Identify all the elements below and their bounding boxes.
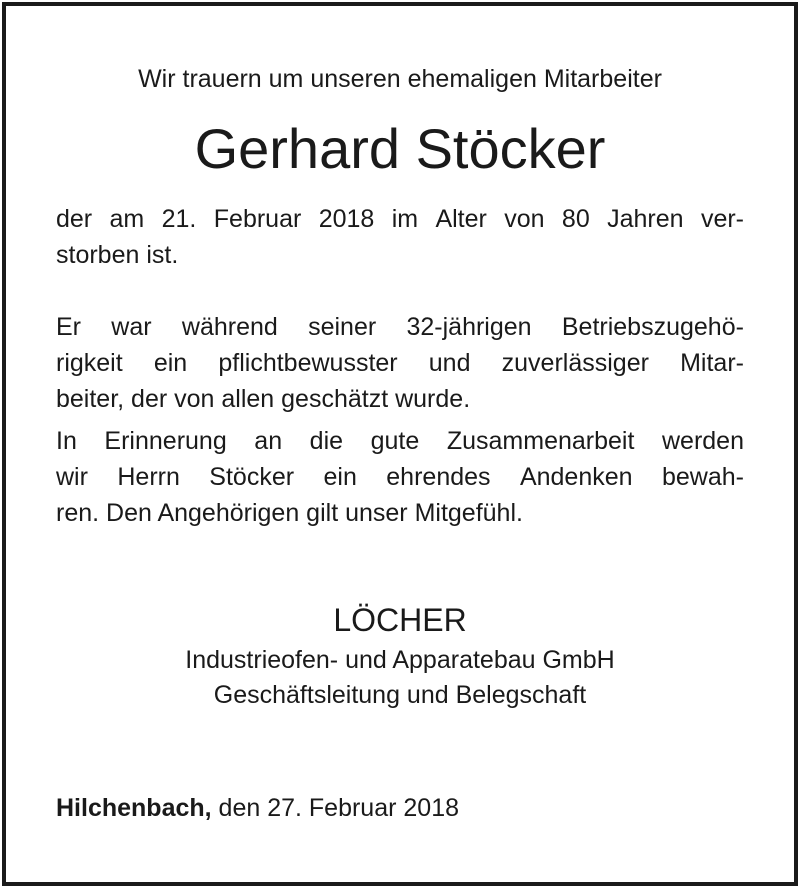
paragraph-remembrance <box>56 423 744 531</box>
word: von <box>504 205 545 233</box>
word: rigkeit <box>56 349 123 377</box>
word: ein <box>323 463 357 491</box>
word: Alter <box>435 205 487 233</box>
word: Stöcker <box>209 463 295 491</box>
word: Er <box>56 313 81 341</box>
word: Februar <box>213 205 302 233</box>
paragraph-line: beiter, der von allen geschätzt wurde. <box>56 385 471 413</box>
word: Jahren <box>607 205 684 233</box>
paragraph-death-notice <box>56 201 744 273</box>
word: im <box>391 205 419 233</box>
word: Zusammenarbeit <box>446 427 635 455</box>
word: ehrendes <box>386 463 491 491</box>
word: wir <box>56 463 88 491</box>
word: 21. <box>161 205 197 233</box>
paragraph-line <box>56 423 744 459</box>
company-signatories: Geschäftsleitung und Belegschaft <box>213 681 587 709</box>
word: und <box>428 349 471 377</box>
paragraph-line: storben ist. <box>56 241 179 269</box>
paragraph-line <box>56 201 744 237</box>
word: Erinnerung <box>104 427 227 455</box>
word: gute <box>370 427 420 455</box>
company-name: LÖCHER <box>333 602 467 638</box>
word: an <box>254 427 283 455</box>
word: werden <box>661 427 744 455</box>
word: pflichtbewusster <box>218 349 398 377</box>
word: bewah- <box>661 463 744 491</box>
company-subtitle: Industrieofen- und Apparatebau GmbH <box>185 646 615 674</box>
word: am <box>109 205 145 233</box>
word: ein <box>153 349 188 377</box>
place-and-date <box>56 791 459 825</box>
word: der <box>56 205 93 233</box>
word: Andenken <box>519 463 633 491</box>
word: seiner <box>308 313 377 341</box>
word: zuverlässiger <box>501 349 649 377</box>
date: den 27. Februar 2018 <box>218 794 460 822</box>
word: während <box>181 313 278 341</box>
city: Hilchenbach, <box>56 794 212 822</box>
word: 80 <box>561 205 590 233</box>
word: ver- <box>700 205 744 233</box>
intro-line: Wir trauern um unseren ehemaligen Mitarbeiter <box>138 65 662 93</box>
word: war <box>111 313 152 341</box>
paragraph-line <box>56 459 744 495</box>
word: Betriebszugehö- <box>561 313 744 341</box>
paragraph-service <box>56 309 744 417</box>
word: 2018 <box>318 205 375 233</box>
paragraph-line <box>56 345 744 381</box>
word: In <box>56 427 77 455</box>
paragraph-line <box>56 309 744 345</box>
deceased-name: Gerhard Stöcker <box>194 117 606 180</box>
word: die <box>309 427 344 455</box>
paragraph-line: ren. Den Angehörigen gilt unser Mitgefühl. <box>56 499 523 527</box>
word: 32-jährigen <box>406 313 532 341</box>
word: Herrn <box>117 463 180 491</box>
word: Mitar- <box>680 349 744 377</box>
